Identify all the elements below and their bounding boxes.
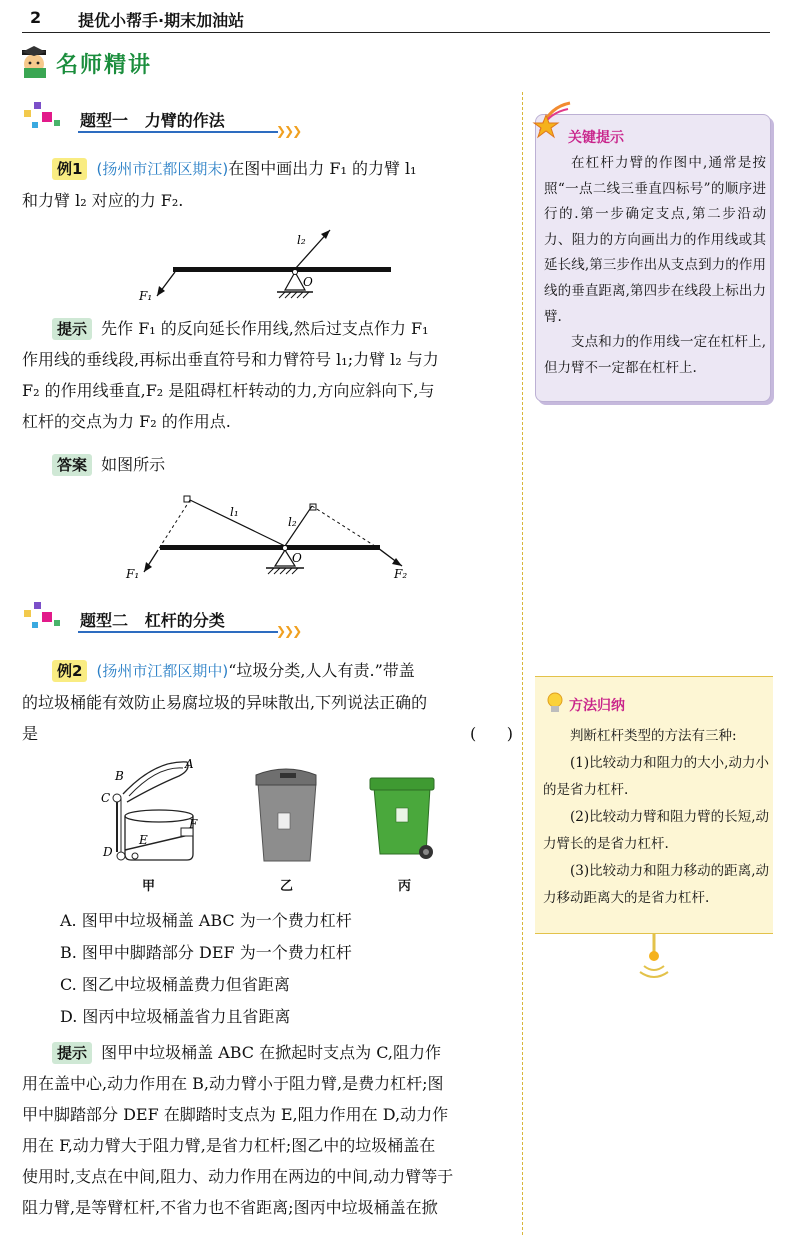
example-1-tag: 例1 [52,158,87,180]
example-2-tag: 例2 [52,660,87,682]
key-hint-title: 关键提示 [568,130,624,146]
point-e-label: E [139,833,148,847]
lever-figure-1 [135,220,405,310]
teacher-icon [18,44,54,78]
header-underline [78,131,278,133]
key-hint-para-2: 支点和力的作用线一定在杠杆上,但力臂不一定都在杠杆上. [544,334,766,376]
hint-2-line-5: 使用时,支点在中间,阻力、动力作用在两边的中间,动力臂等于 [22,1167,454,1186]
example-2 [22,655,517,749]
option-b[interactable]: B. 图甲中脚踏部分 DEF 为一个费力杠杆 [60,943,352,962]
example-1-text-2: 和力臂 l₂ 对应的力 F₂. [22,191,184,210]
section-banner [18,44,238,78]
hint-1-line-1: 先作 F₁ 的反向延长作用线,然后过支点作力 F₁ [101,319,429,338]
example-2-line-1: “垃圾分类,人人有责.”带盖 [228,661,415,680]
trash-can-yi-figure [252,765,322,865]
hint-2-line-4: 用在 F,动力臂大于阻力臂,是省力杠杆;图乙中的垃圾桶盖在 [22,1136,436,1155]
pendant-icon [636,934,672,982]
decor-squares-icon [22,600,72,634]
running-header [22,6,770,33]
fig2-f2-label: F₂ [394,567,408,581]
options-list [60,905,520,1033]
answer-blank: ( ) [470,724,513,743]
fig2-l1-label: l₁ [230,505,239,519]
arrows-icon: ❯❯❯ [276,624,301,638]
fig2-o-label: O [292,551,302,565]
option-d[interactable]: D. 图丙中垃圾桶盖省力且省距离 [60,1007,291,1026]
method-summary-body [543,723,769,912]
point-d-label: D [103,845,113,859]
hint-1-tag: 提示 [52,318,92,340]
hint-2-line-6: 阻力臂,是等臂杠杆,不省力也不省距离;图丙中垃圾桶盖在掀 [22,1198,438,1217]
hint-1-line-2: 作用线的垂线段,再标出垂直符号和力臂符号 l₁;力臂 l₂ 与力 [22,350,439,369]
star-icon [532,101,572,141]
method-para-1: 判断杠杆类型的方法有三种: [570,728,737,744]
hint-2 [22,1037,517,1223]
banner-title: 名师精讲 [56,53,153,78]
fig1-l2-label: l₂ [297,233,306,247]
method-summary-box [535,676,773,934]
example-2-line-3: 是 [22,724,39,743]
point-b-label: B [115,769,124,783]
key-hint-body [544,151,766,381]
method-para-4: (3)比较动力和阻力移动的距离,动力移动距离大的是省力杠杆. [543,863,769,906]
hint-1 [22,313,517,437]
example-2-source: (扬州市江都区期中) [96,662,229,680]
column-divider [522,92,523,1235]
answer-1 [52,449,165,480]
fig-caption-jia: 甲 [142,879,156,894]
question-type-1-label: 题型一 力臂的作法 [80,111,225,130]
hint-2-tag: 提示 [52,1042,92,1064]
option-a[interactable]: A. 图甲中垃圾桶盖 ABC 为一个费力杠杆 [60,911,352,930]
point-a-label: A [185,757,194,771]
lever-figure-2 [120,488,420,586]
trash-can-bing-figure [368,772,438,864]
trash-can-jia-figure [95,752,220,872]
point-f-label: F [189,817,198,831]
fig-caption-bing: 丙 [398,879,412,894]
fig2-f1-label: F₁ [126,567,140,581]
example-1-source: (扬州市江都区期末) [96,160,229,178]
method-summary-title: 方法归纳 [569,698,625,714]
key-hint-para-1: 在杠杆力臂的作图中,通常是按照“一点二线三垂直四标号”的顺序进行的.第一步确定支点,第二步沿动力、阻力的方向画出力的作用线或其延长线,第三步作出从支点到力的作用线的垂直距离,第四步在线段上标出力臂. [544,155,766,325]
option-c[interactable]: C. 图乙中垃圾桶盖费力但省距离 [60,975,290,994]
point-c-label: C [101,791,111,805]
page-number: 2 [30,8,42,27]
fig1-o-label: O [303,275,313,289]
lightbulb-icon [545,691,565,715]
example-1 [22,153,517,216]
question-type-2-label: 题型二 杠杆的分类 [80,611,225,630]
hint-1-line-3: F₂ 的作用线垂直,F₂ 是阻碍杠杆转动的力,方向应斜向下,与 [22,381,435,400]
question-type-2-header [22,600,322,636]
hint-1-line-4: 杠杆的交点为力 F₂ 的作用点. [22,412,231,431]
hint-2-line-2: 用在盖中心,动力作用在 B,动力臂小于阻力臂,是费力杠杆;图 [22,1074,444,1093]
book-title: 提优小帮手·期末加油站 [78,11,245,30]
example-1-text-1: 在图中画出力 F₁ 的力臂 l₁ [228,159,417,178]
answer-1-text: 如图所示 [101,455,166,474]
answer-1-tag: 答案 [52,454,92,476]
question-type-1-header [22,100,322,136]
decor-squares-icon [22,100,72,134]
key-hint-box [535,114,771,402]
header-underline [78,631,278,633]
example-2-line-2: 的垃圾桶能有效防止易腐垃圾的异味散出,下列说法正确的 [22,693,428,712]
method-para-3: (2)比较动力臂和阻力臂的长短,动力臂长的是省力杠杆. [543,809,769,852]
hint-2-line-1: 图甲中垃圾桶盖 ABC 在掀起时支点为 C,阻力作 [101,1043,441,1062]
hint-2-line-3: 甲中脚踏部分 DEF 在脚踏时支点为 E,阻力作用在 D,动力作 [22,1105,449,1124]
method-para-2: (1)比较动力和阻力的大小,动力小的是省力杠杆. [543,755,769,798]
fig1-f1-label: F₁ [139,289,153,303]
fig-caption-yi: 乙 [280,879,294,894]
arrows-icon: ❯❯❯ [276,124,301,138]
fig2-l2-label: l₂ [288,515,297,529]
